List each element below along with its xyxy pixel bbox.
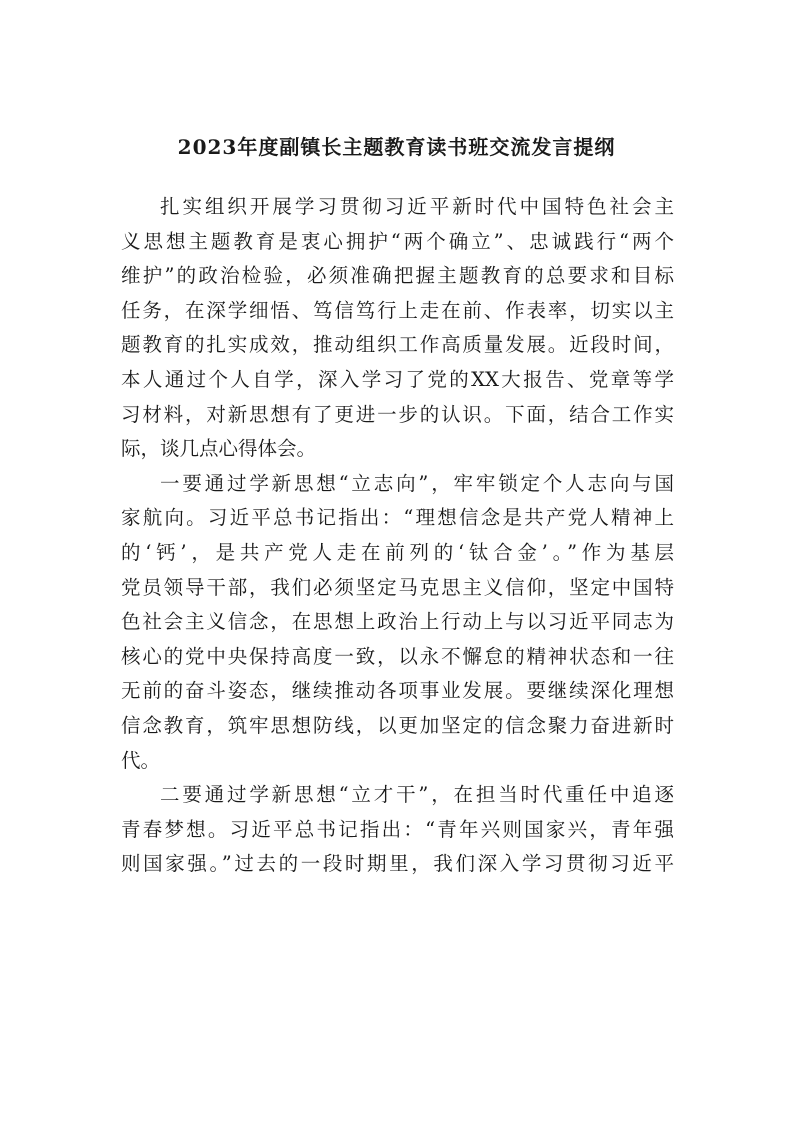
text-line: 党员领导干部，我们必须坚定马克思主义信仰，坚定中国特 (121, 575, 674, 599)
text-line: 一要通过学新思想“立志向”，牢牢锁定个人志向与国 (160, 471, 674, 495)
document-body (121, 190, 674, 882)
text-line: 代。 (121, 748, 161, 772)
paragraph-point-two (121, 778, 674, 882)
document-title: 2023年度副镇长主题教育读书班交流发言提纲 (177, 135, 616, 159)
text-line: 二要通过学新思想“立才干”，在担当时代重任中追逐 (160, 783, 674, 807)
text-line: 习材料，对新思想有了更进一步的认识。下面，结合工作实 (121, 402, 674, 426)
text-line: 则国家强。”过去的一段时期里，我们深入学习贯彻习近平 (121, 852, 674, 876)
text-line: 题教育的扎实成效，推动组织工作高质量发展。近段时间， (121, 333, 674, 357)
text-line: 维护”的政治检验，必须准确把握主题教育的总要求和目标 (121, 264, 674, 288)
text-line: 信念教育，筑牢思想防线，以更加坚定的信念聚力奋进新时 (121, 713, 674, 737)
text-line: 义思想主题教育是衷心拥护“两个确立”、忠诚践行“两个 (121, 229, 674, 253)
text-line: 无前的奋斗姿态，继续推动各项事业发展。要继续深化理想 (121, 679, 674, 703)
text-line: 色社会主义信念，在思想上政治上行动上与以习近平同志为 (121, 610, 674, 634)
text-line: 扎实组织开展学习贯彻习近平新时代中国特色社会主 (160, 195, 674, 218)
text-line: 家航向。习近平总书记指出：“理想信念是共产党人精神上 (121, 506, 674, 530)
paragraph-intro (121, 190, 674, 467)
text-line: 核心的党中央保持高度一致，以永不懈怠的精神状态和一往 (121, 644, 674, 668)
paragraph-point-one (121, 467, 674, 778)
text-line: 任务，在深学细悟、笃信笃行上走在前、作表率，切实以主 (121, 298, 674, 322)
text-line: 际，谈几点心得体会。 (121, 437, 317, 461)
text-line: 本人通过个人自学，深入学习了党的XX大报告、党章等学 (121, 367, 674, 391)
text-line: 青春梦想。习近平总书记指出：“青年兴则国家兴，青年强 (121, 817, 674, 841)
text-line: 的‘钙’，是共产党人走在前列的‘钛合金’。”作为基层 (121, 540, 674, 564)
